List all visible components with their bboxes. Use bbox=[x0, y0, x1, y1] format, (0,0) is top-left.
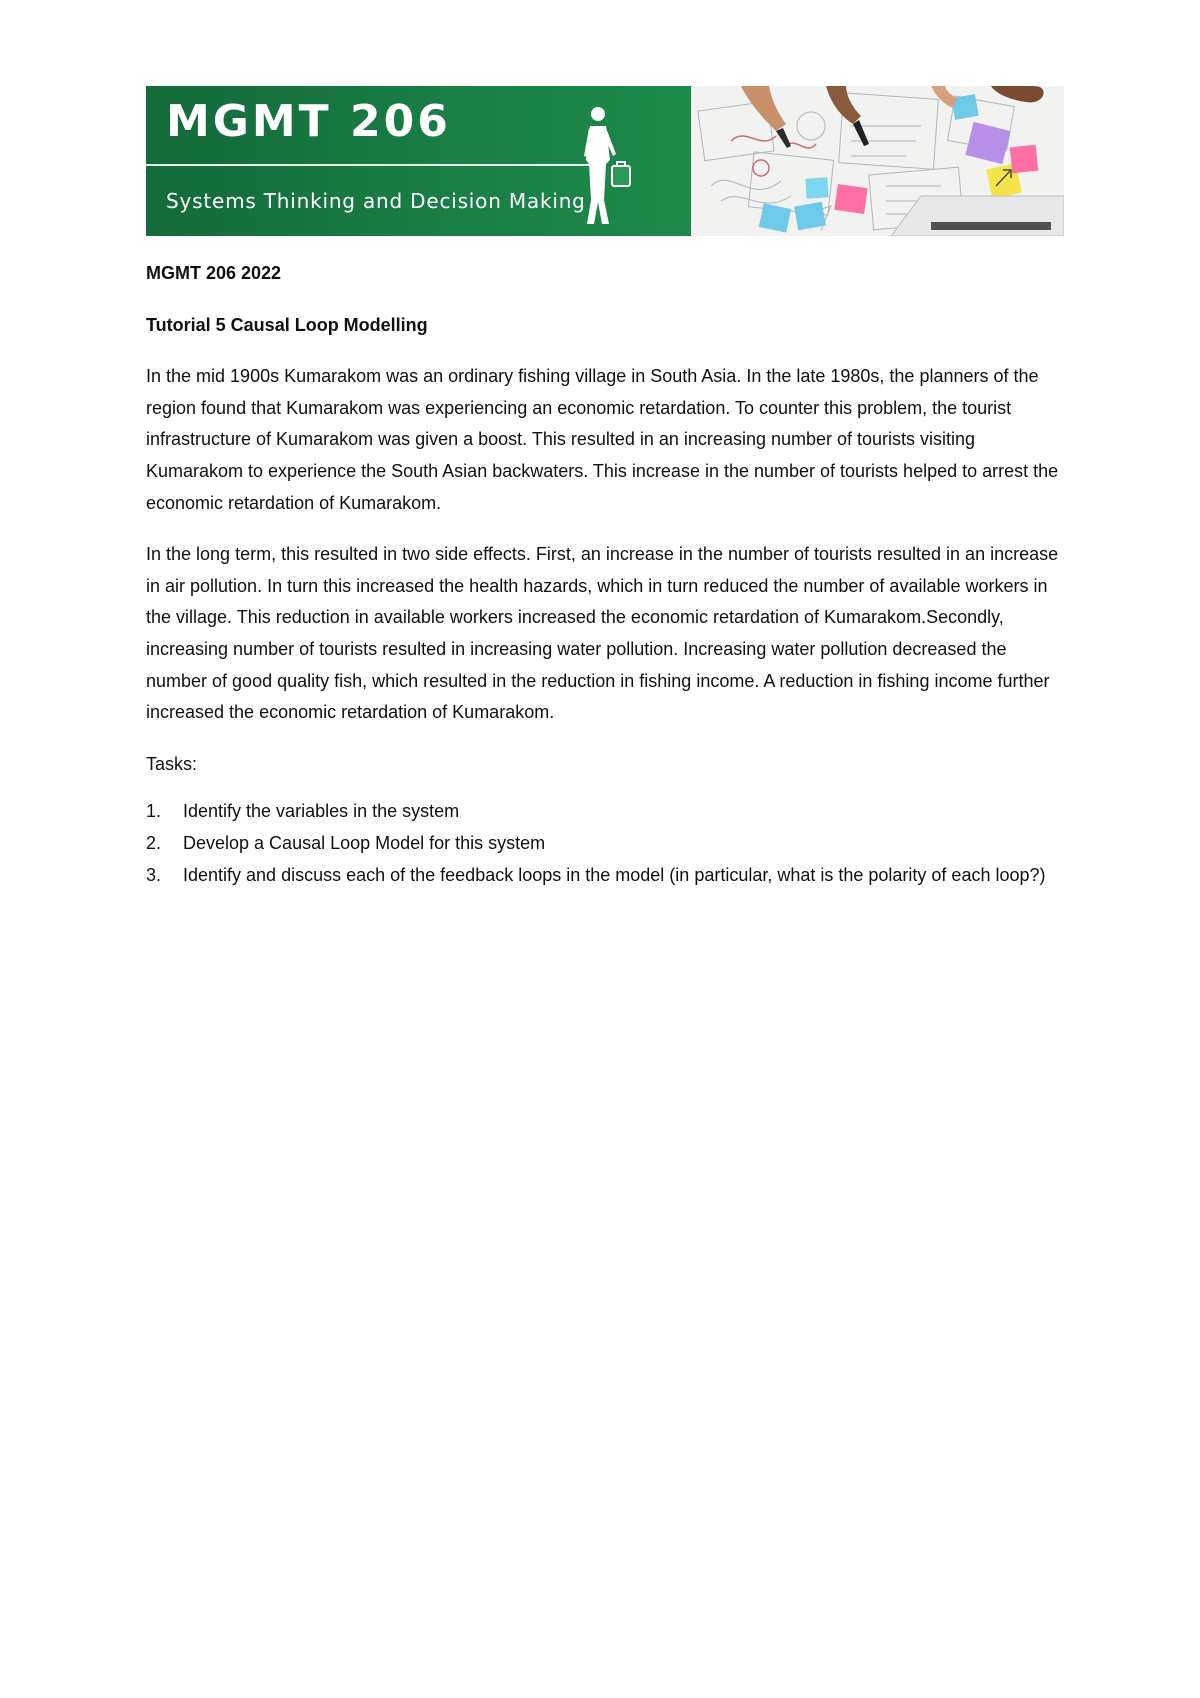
paragraph-intro: In the mid 1900s Kumarakom was an ordinary fishing village in South Asia. In the late 1980s, the planners of the region found that Kumarakom was experiencing an economic retardation. To counter this problem, the tourist infrastructure of Kumarakom was given a boost. This resulted in an increasing number of tourists visiting Kumarakom to experience the South Asian backwaters. This increase in the number of tourists helped to arrest the economic retardation of Kumarakom. bbox=[146, 366, 1059, 513]
banner-divider bbox=[146, 164, 591, 166]
course-subtitle: Systems Thinking and Decision Making bbox=[166, 189, 586, 213]
task-text: Identify and discuss each of the feedback loops in the model (in particular, what is the polarity of each loop?) bbox=[183, 864, 1046, 885]
task-list bbox=[146, 796, 1064, 891]
tasks-label: Tasks: bbox=[146, 753, 198, 774]
list-item bbox=[146, 796, 1064, 828]
list-item bbox=[146, 828, 1064, 860]
task-text: Develop a Causal Loop Model for this system bbox=[183, 832, 546, 853]
tutorial-title: Tutorial 5 Causal Loop Modelling bbox=[146, 314, 428, 335]
paragraph-side-effects: In the long term, this resulted in two side effects. First, an increase in the number of tourists resulted in an increase in air pollution. In turn this increased the health hazards, which in turn reduced the number of available workers in the village. This reduction in available workers increased the economic retardation of Kumarakom.Secondly, increasing number of tourists resulted in increasing water pollution. Increasing water pollution decreased the number of good quality fish, which resulted in the reduction in fishing income. A reduction in fishing income further increased the economic retardation of Kumarakom. bbox=[146, 544, 1059, 723]
course-code: MGMT 206 bbox=[166, 96, 451, 147]
task-number: 2. bbox=[146, 832, 162, 853]
list-item bbox=[146, 860, 1064, 892]
banner-title-panel bbox=[146, 86, 691, 236]
task-number: 3. bbox=[146, 864, 162, 885]
task-text: Identify the variables in the system bbox=[183, 801, 460, 822]
task-number: 1. bbox=[146, 801, 162, 822]
document-body bbox=[146, 258, 1064, 891]
planning-table-photo bbox=[691, 86, 1064, 236]
banner-photo bbox=[691, 86, 1064, 236]
course-banner bbox=[146, 86, 1064, 236]
person-with-briefcase-icon bbox=[576, 104, 636, 230]
document-heading: MGMT 206 2022 bbox=[146, 263, 282, 283]
